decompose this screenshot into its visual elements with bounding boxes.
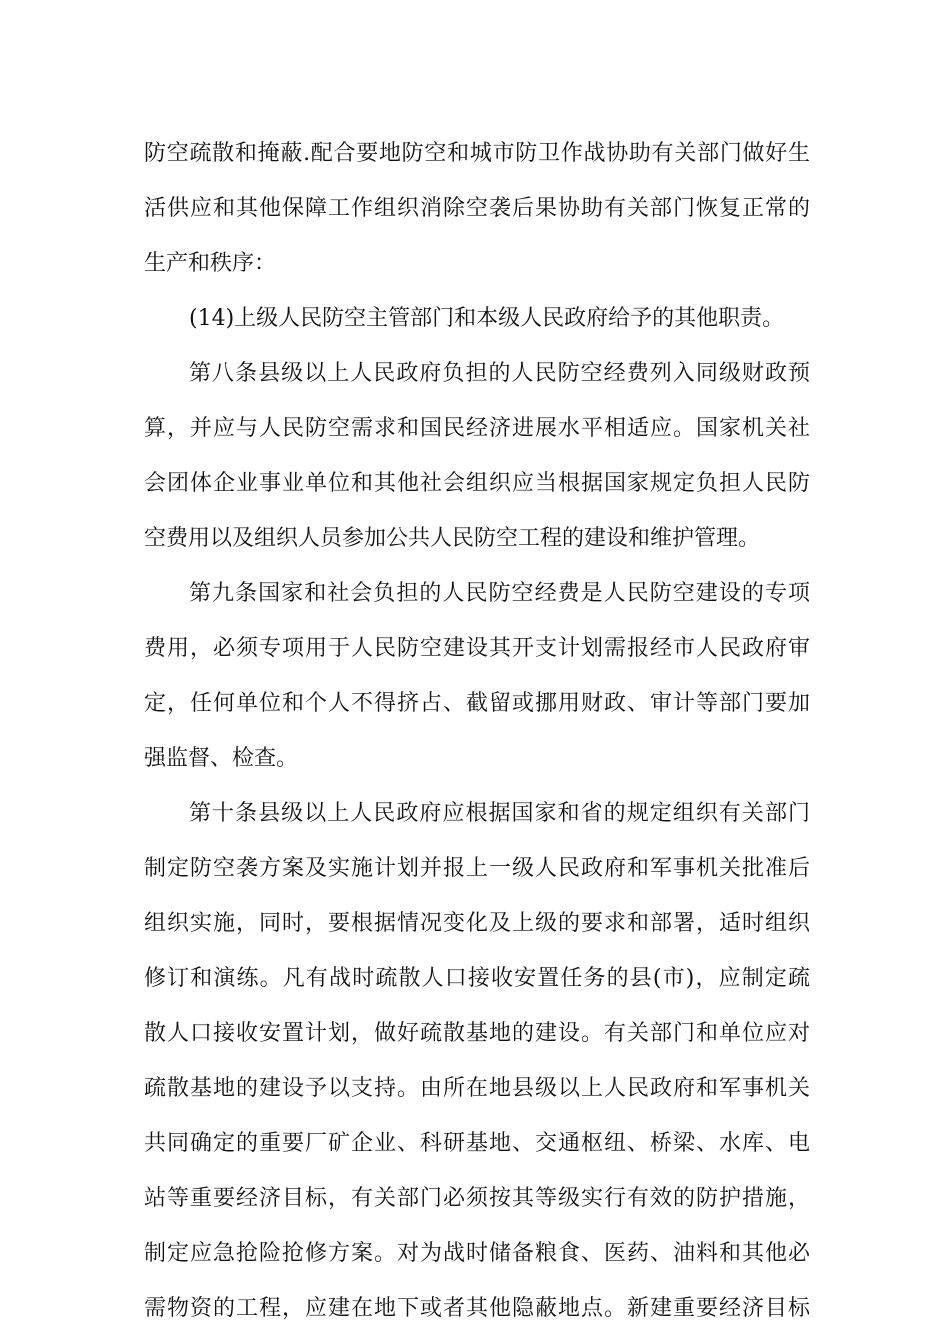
text-line: 散人口接收安置计划，做好疏散基地的建设。有关部门和单位应对 <box>144 1021 810 1046</box>
text-line: 费用，必须专项用于人民防空建设其开支计划需报经市人民政府审 <box>144 636 810 661</box>
text-line: 需物资的工程，应建在地下或者其他隐蔽地点。新建重要经济目标 <box>144 1296 810 1321</box>
text-line: 生产和秩序： <box>144 251 277 276</box>
document-body <box>144 126 810 1336</box>
text-line: 共同确定的重要厂矿企业、科研基地、交通枢纽、桥梁、水库、电 <box>144 1131 810 1156</box>
text-line: 防空疏散和掩蔽.配合要地防空和城市防卫作战协助有关部门做好生 <box>144 141 810 166</box>
text-line: 组织实施，同时，要根据情况变化及上级的要求和部署，适时组织 <box>144 911 810 936</box>
text-line: 第十条县级以上人民政府应根据国家和省的规定组织有关部门 <box>189 801 810 826</box>
text-line: 修订和演练。凡有战时疏散人口接收安置任务的县(市)，应制定疏 <box>144 966 810 991</box>
text-line: 强监督、检查。 <box>144 746 299 771</box>
text-line: 站等重要经济目标，有关部门必须按其等级实行有效的防护措施， <box>144 1186 810 1211</box>
text-line: (14)上级人民防空主管部门和本级人民政府给予的其他职责。 <box>189 306 785 331</box>
text-line: 疏散基地的建设予以支持。由所在地县级以上人民政府和军事机关 <box>144 1076 810 1101</box>
text-line: 空费用以及组织人员参加公共人民防空工程的建设和维护管理。 <box>144 526 761 551</box>
text-line: 定，任何单位和个人不得挤占、截留或挪用财政、审计等部门要加 <box>144 691 810 716</box>
text-line: 会团体企业事业单位和其他社会组织应当根据国家规定负担人民防 <box>144 471 810 496</box>
text-line: 算，并应与人民防空需求和国民经济进展水平相适应。国家机关社 <box>144 416 810 441</box>
text-line: 制定防空袭方案及实施计划并报上一级人民政府和军事机关批准后 <box>144 856 810 881</box>
text-line: 活供应和其他保障工作组织消除空袭后果协助有关部门恢复正常的 <box>144 196 810 221</box>
text-line: 第九条国家和社会负担的人民防空经费是人民防空建设的专项 <box>189 581 810 606</box>
text-line: 制定应急抢险抢修方案。对为战时储备粮食、医药、油料和其他必 <box>144 1241 810 1266</box>
text-line: 第八条县级以上人民政府负担的人民防空经费列入同级财政预 <box>189 361 810 386</box>
